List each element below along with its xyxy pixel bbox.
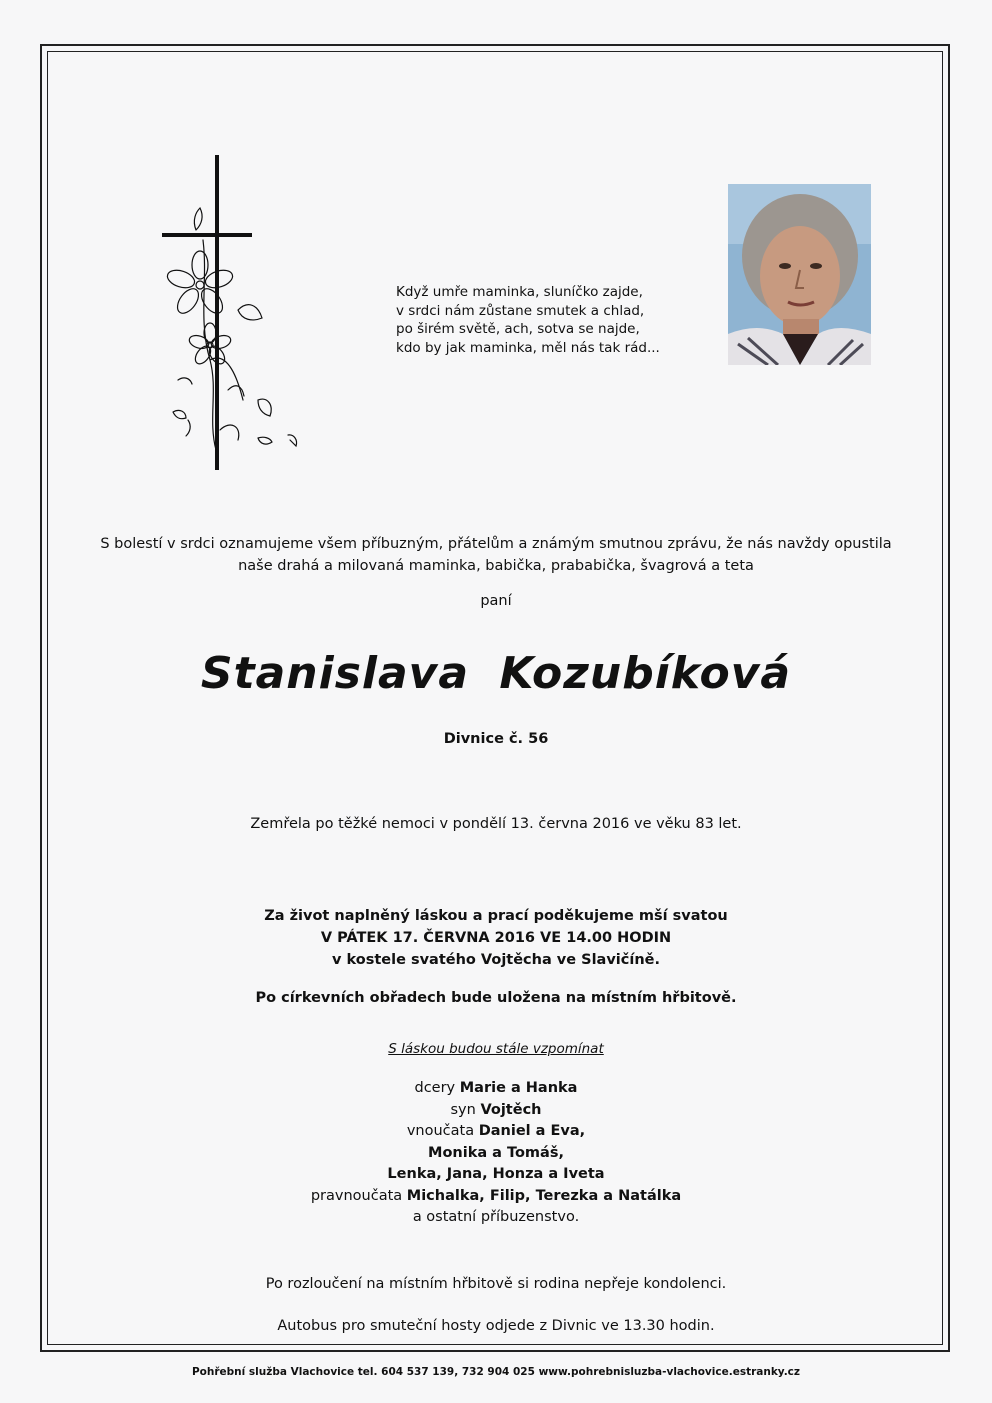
condolences-note: Po rozloučení na místním hřbitově si rodina nepřeje kondolenci.	[265, 1276, 727, 1292]
mourner-row	[80, 1207, 912, 1229]
mourner-relation: vnoučata	[406, 1123, 475, 1139]
announcement-line-1: S bolestí v srdci oznamujeme všem příbuzným, přátelům a známým smutnou zprávu, že nás navždy opustila	[100, 536, 892, 552]
remember-heading: S láskou budou stále vzpomínat	[388, 1041, 604, 1057]
burial-notice: Po církevních obřadech bude uložena na místním hřbitově.	[255, 990, 737, 1006]
mourner-relation: syn	[450, 1101, 476, 1118]
poem-line: Když umře maminka, sluníčko zajde,	[396, 284, 643, 300]
poem	[396, 283, 696, 357]
mourner-row	[80, 1100, 912, 1122]
mourner-names: Marie a Hanka	[459, 1080, 578, 1096]
funeral-line-1: Za život naplněný láskou a prací poděkujeme mší svatou	[264, 908, 728, 924]
bus-note: Autobus pro smuteční hosty odjede z Divnic ve 13.30 hodin.	[277, 1318, 715, 1334]
mourner-names: Daniel a Eva,	[478, 1123, 586, 1139]
announcement	[80, 533, 912, 577]
funeral-line-3: v kostele svatého Vojtěcha ve Slavičíně.	[332, 952, 660, 968]
mourner-names: Michalka, Filip, Terezka a Natálka	[406, 1187, 682, 1204]
mourner-row	[80, 1078, 912, 1100]
poem-line: kdo by jak maminka, měl nás tak rád...	[396, 339, 660, 356]
mourner-relation: pravnoučata	[310, 1187, 403, 1204]
funeral-details	[80, 905, 912, 971]
mourner-row	[80, 1143, 912, 1165]
mourner-row	[80, 1186, 912, 1208]
death-notice: Zemřela po těžké nemoci v pondělí 13. června 2016 ve věku 83 let.	[250, 816, 742, 832]
mourner-relation: dcery	[414, 1080, 456, 1096]
footer-contact: Pohřební služba Vlachovice tel. 604 537 139, 732 904 025 www.pohrebnisluzba-vlachovice.estranky.cz	[191, 1366, 801, 1378]
funeral-line-2: V PÁTEK 17. ČERVNA 2016 VE 14.00 HODIN	[320, 930, 672, 946]
poem-line: v srdci nám zůstane smutek a chlad,	[396, 302, 645, 319]
title-word: paní	[480, 593, 512, 609]
portrait-photo	[728, 184, 871, 365]
cross-with-lily-icon	[158, 150, 318, 475]
mourner-relation: a ostatní příbuzenstvo.	[412, 1209, 580, 1225]
mourner-names: Monika a Tomáš,	[428, 1144, 564, 1161]
mourner-names: Vojtěch	[480, 1101, 542, 1118]
mourner-names: Lenka, Jana, Honza a Iveta	[387, 1166, 605, 1182]
poem-line: po širém světě, ach, sotva se najde,	[396, 321, 640, 337]
mourner-row	[80, 1121, 912, 1143]
mourner-row	[80, 1164, 912, 1186]
mourners-list	[80, 1078, 912, 1229]
deceased-address: Divnice č. 56	[443, 731, 549, 747]
deceased-name: Stanislava Kozubíková	[200, 648, 792, 699]
announcement-line-2: naše drahá a milovaná maminka, babička, prababička, švagrová a teta	[238, 558, 754, 574]
